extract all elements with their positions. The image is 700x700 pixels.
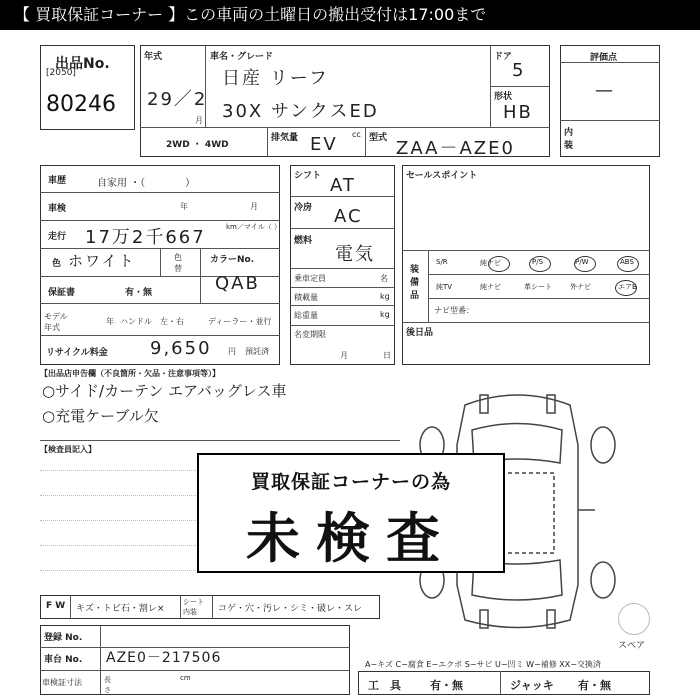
recycle-deposit: 預託済: [245, 347, 269, 356]
rating-value: —: [595, 80, 615, 101]
sales-label: セールスポイント: [406, 171, 478, 181]
equip-tv: 純TV: [436, 283, 453, 291]
ac-value: AC: [334, 206, 363, 227]
name-change-month: 月: [340, 351, 348, 360]
load-label: 積載量: [294, 293, 318, 302]
warranty-label: 保証書: [48, 288, 76, 298]
capacity-unit: 名: [380, 274, 388, 283]
year-unit: 月: [195, 116, 203, 125]
model-label: 型式: [369, 133, 388, 143]
jack-label: ジャッキ: [510, 679, 554, 692]
interior-label: 内装: [564, 128, 574, 151]
history-label: 車歴: [48, 176, 67, 186]
car-grade: 30X サンクスED: [222, 101, 379, 122]
uninspected-stamp: [197, 453, 505, 573]
capacity-label: 乗車定員: [294, 274, 326, 283]
equip-abs: ABS: [620, 258, 634, 266]
nav-model: ナビ型番：: [434, 306, 474, 315]
model-value: ZAA－AZE0: [396, 138, 515, 159]
equipment-label: 装備品: [410, 265, 420, 301]
inspection-label: 車検: [48, 204, 67, 214]
displacement-value: EV: [310, 134, 338, 155]
equip-sr: S/R: [436, 258, 448, 266]
gross-unit: kg: [380, 310, 390, 319]
car-name: 日産 リーフ: [222, 68, 329, 89]
lot-label: 出品No.: [55, 56, 110, 72]
shift-value: AT: [330, 175, 356, 196]
lot-tag: [2050]: [46, 68, 76, 78]
cert-label: 車検証寸法: [42, 678, 82, 687]
damage-legend: A−キズ C−腐食 E−エクボ S−サビ U−凹ミ W−補修 XX−交換済: [365, 660, 601, 669]
car-label: 車名・グレード: [210, 52, 274, 62]
displacement-unit: cc: [352, 130, 361, 139]
ac-label: 冷房: [294, 203, 313, 213]
rating-label: 評価点: [590, 53, 618, 63]
name-change-day: 日: [383, 351, 391, 360]
fuel-label: 燃料: [294, 236, 313, 246]
fuel-value: 電気: [335, 244, 375, 265]
equip-airbag: エアB: [618, 283, 637, 291]
mileage-label: 走行: [48, 232, 67, 242]
doors-value: 5: [512, 60, 526, 81]
stamp-top: 買取保証コーナーの為: [250, 471, 451, 493]
registration-label: 登録 No.: [44, 633, 83, 643]
recycle-value: 9,650: [150, 338, 212, 359]
history-value: 自家用 ・（ ）: [97, 178, 196, 189]
inspection-month: 月: [250, 202, 258, 211]
drive-label: 2WD ・ 4WD: [166, 140, 229, 150]
model-year-label: モデル年式: [44, 312, 68, 332]
color-change: 色替: [174, 253, 182, 273]
seat-label: シート内装: [183, 598, 204, 616]
color-label: 色: [52, 259, 62, 269]
cert-length: 長さ: [104, 676, 111, 694]
year-value: 29／2: [147, 89, 208, 110]
spare-icon: [618, 603, 650, 635]
shape-value: HB: [503, 102, 533, 123]
model-year-unit: 年: [106, 317, 114, 326]
name-change-label: 名変期限: [294, 330, 326, 339]
banner: 【 買取保証コーナー 】この車両の土曜日の搬出受付は17:00まで: [0, 0, 700, 30]
shift-label: シフト: [294, 171, 322, 181]
equip-leather: 革シート: [524, 283, 552, 291]
equip-navi2: 純ナビ: [480, 283, 501, 291]
color-code: QAB: [215, 273, 260, 294]
chassis-value: AZE0－217506: [106, 650, 222, 666]
model-year-handle: ハンドル 左・右: [120, 317, 184, 326]
notes-line1: ○サイド/カーテン エアバッグレス車: [42, 382, 287, 400]
mileage-unit: km／マイル（ ）: [226, 223, 281, 231]
model-year-dealer: ディーラー・並行: [208, 317, 272, 326]
notes-line2: ○充電ケーブル欠: [42, 407, 159, 425]
chassis-label: 車台 No.: [44, 655, 83, 665]
notes-label: 【出品店申告欄（不良箇所・欠品・注意事項等）】: [40, 369, 220, 378]
equip-navi1: 純ナビ: [480, 259, 501, 267]
load-unit: kg: [380, 292, 390, 301]
recycle-label: リサイクル料金: [46, 348, 108, 358]
mileage-value: 17万2千667: [85, 227, 206, 248]
after-items-label: 後日品: [406, 328, 434, 338]
cert-cm: cm: [180, 674, 191, 682]
fw-items: キズ・トビ石・割レ×: [76, 604, 165, 614]
fw-label: F W: [46, 601, 66, 611]
tools-label: 工 具: [368, 679, 401, 692]
equip-pw: P/W: [575, 258, 589, 266]
year-label: 年式: [144, 52, 163, 62]
lot-number: 80246: [46, 92, 116, 117]
inspector-label: 【検査員記入】: [40, 445, 96, 454]
spare-label: スペア: [618, 641, 646, 651]
inspection-year: 年: [180, 202, 188, 211]
color-value: ホワイト: [68, 252, 136, 270]
jack-value: 有・無: [578, 679, 611, 692]
tools-value: 有・無: [430, 679, 463, 692]
gross-label: 総重量: [294, 311, 318, 320]
shape-label: 形状: [494, 92, 513, 102]
warranty-value: 有・無: [125, 288, 153, 298]
seat-items: コゲ・穴・汚レ・シミ・破レ・スレ: [218, 604, 363, 614]
equip-extnavi: 外ナビ: [570, 283, 591, 291]
displacement-label: 排気量: [271, 133, 299, 143]
recycle-unit: 円: [228, 347, 236, 356]
doors-label: ドア: [494, 52, 512, 62]
stamp-big: 未検査: [246, 507, 456, 570]
equip-ps: P/S: [532, 258, 544, 266]
color-code-label: カラーNo.: [210, 255, 255, 265]
